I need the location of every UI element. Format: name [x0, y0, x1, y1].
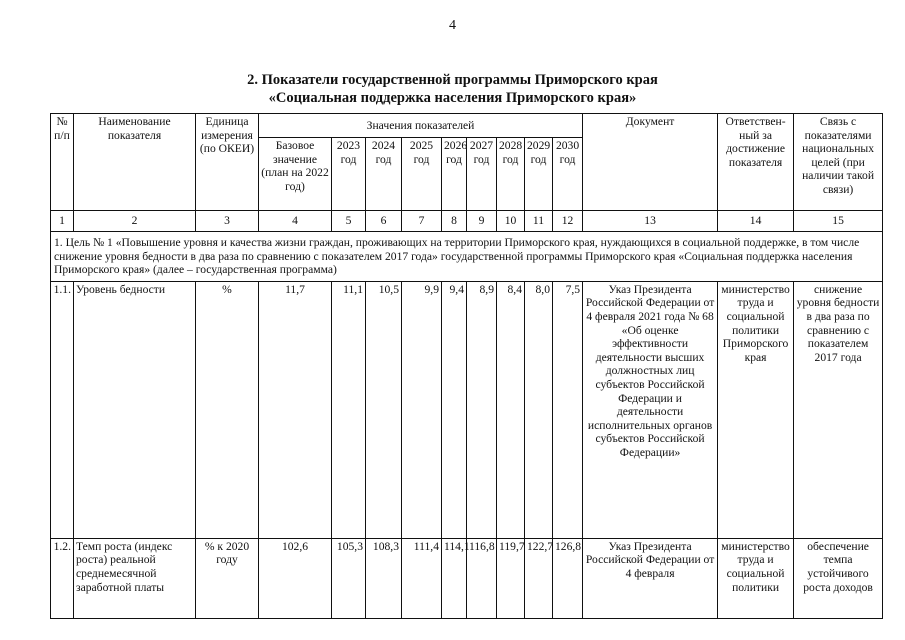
section-title-line2: «Социальная поддержка населения Приморского края»	[268, 90, 637, 106]
header-responsible: Ответствен-ный за достижение показателя	[718, 114, 794, 211]
header-num: № п/п	[51, 114, 74, 211]
goal-row	[51, 232, 883, 282]
row-responsible: министерство труда и социальной политики	[718, 538, 794, 618]
row-value: 122,7	[525, 538, 553, 618]
row-value: 126,8	[553, 538, 583, 618]
table-row	[51, 281, 883, 538]
row-value: 8,4	[497, 281, 525, 538]
row-unit: %	[196, 281, 259, 538]
column-number: 4	[259, 211, 332, 232]
header-year: 2029 год	[525, 138, 553, 211]
header-year: 2023 год	[332, 138, 366, 211]
header-year: 2026 год	[442, 138, 467, 211]
header-year: 2025 год	[402, 138, 442, 211]
column-number: 12	[553, 211, 583, 232]
row-value: 105,3	[332, 538, 366, 618]
header-values-group: Значения показателей	[259, 114, 583, 138]
table-row	[51, 538, 883, 618]
row-value: 8,0	[525, 281, 553, 538]
column-number: 11	[525, 211, 553, 232]
column-number: 10	[497, 211, 525, 232]
column-number: 14	[718, 211, 794, 232]
row-base: 102,6	[259, 538, 332, 618]
row-document: Указ Президента Российской Федерации от 4 февраля	[583, 538, 718, 618]
column-number: 8	[442, 211, 467, 232]
column-number: 15	[794, 211, 883, 232]
row-value: 9,4	[442, 281, 467, 538]
column-number: 3	[196, 211, 259, 232]
row-value: 114,1	[442, 538, 467, 618]
column-number: 5	[332, 211, 366, 232]
goal-text: 1. Цель № 1 «Повышение уровня и качества жизни граждан, проживающих на территории Приморского края, нуждающихся в социальной поддержке, в том числе снижение уровня бедности в два раза по сравнению с показателем 2017 года» государственной программы Приморского края «Социальная поддержка населения Приморского края» (далее – государственная программа)	[51, 232, 883, 282]
row-value: 11,1	[332, 281, 366, 538]
row-value: 111,4	[402, 538, 442, 618]
header-unit: Единица измерения (по ОКЕИ)	[196, 114, 259, 211]
row-unit: % к 2020 году	[196, 538, 259, 618]
page-number: 4	[449, 18, 456, 33]
column-number: 2	[74, 211, 196, 232]
column-number: 7	[402, 211, 442, 232]
column-number: 6	[366, 211, 402, 232]
header-name: Наименование показателя	[74, 114, 196, 211]
row-responsible: министерство труда и социальной политики Приморского края	[718, 281, 794, 538]
header-year: 2024 год	[366, 138, 402, 211]
column-number: 9	[467, 211, 497, 232]
row-value: 9,9	[402, 281, 442, 538]
header-link: Связь с показателями национальных целей (при наличии такой связи)	[794, 114, 883, 211]
column-number: 13	[583, 211, 718, 232]
header-year: 2027 год	[467, 138, 497, 211]
row-value: 116,8	[467, 538, 497, 618]
row-num: 1.2.	[51, 538, 74, 618]
column-number: 1	[51, 211, 74, 232]
header-row-1	[51, 114, 883, 138]
header-document: Документ	[583, 114, 718, 211]
section-title-line1: 2. Показатели государственной программы Приморского края	[247, 72, 658, 88]
row-value: 8,9	[467, 281, 497, 538]
row-num: 1.1.	[51, 281, 74, 538]
header-base: Базовое значение (план на 2022 год)	[259, 138, 332, 211]
row-name: Темп роста (индекс роста) реальной среднемесячной заработной платы	[74, 538, 196, 618]
column-number-row	[51, 211, 883, 232]
row-value: 10,5	[366, 281, 402, 538]
row-link: обеспечение темпа устойчивого роста доходов	[794, 538, 883, 618]
row-value: 119,7	[497, 538, 525, 618]
row-base: 11,7	[259, 281, 332, 538]
header-year: 2030 год	[553, 138, 583, 211]
row-document: Указ Президента Российской Федерации от 4 февраля 2021 года № 68 «Об оценке эффективности деятельности высших должностных лиц субъектов Российской Федерации и деятельности исполнительных органов субъектов Российской Федерации»	[583, 281, 718, 538]
header-year: 2028 год	[497, 138, 525, 211]
indicators-table	[50, 113, 883, 619]
row-name: Уровень бедности	[74, 281, 196, 538]
row-link: снижение уровня бедности в два раза по сравнению с показателем 2017 года	[794, 281, 883, 538]
section-title	[0, 71, 905, 107]
row-value: 108,3	[366, 538, 402, 618]
row-value: 7,5	[553, 281, 583, 538]
